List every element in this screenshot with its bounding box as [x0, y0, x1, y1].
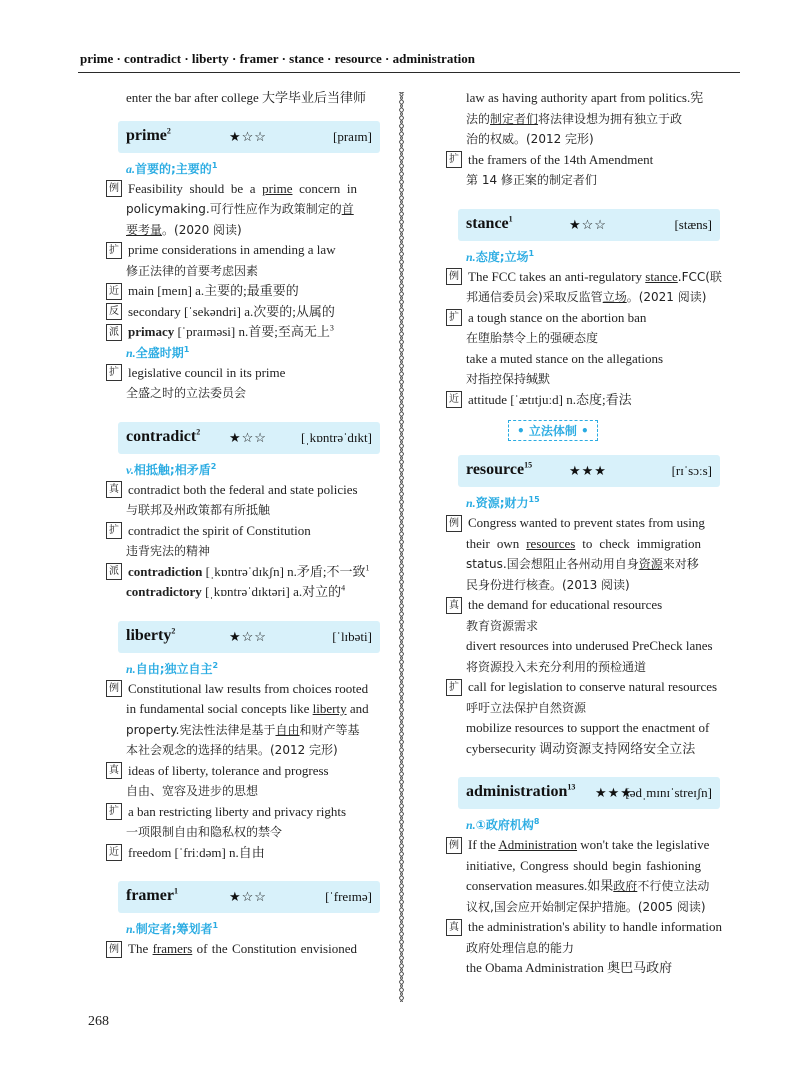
- part-of-speech: v.相抵触;相矛盾$^2$: [126, 461, 217, 477]
- example-sentence-cont: law as having authority apart from politics.宪: [466, 90, 704, 105]
- example-sentence-cont: property.宪法性法律是基于自由和财产等基: [126, 722, 360, 737]
- example-sentence-cont: status.国会想阻止各州动用自身资源来对移: [466, 557, 699, 571]
- frequency-stars: ★☆☆: [229, 889, 267, 904]
- headword: liberty$^2$: [126, 626, 176, 644]
- extension-phrase: cybersecurity 调动资源支持网络安全立法: [466, 740, 696, 756]
- extension-translation: 违背宪法的精神: [126, 544, 211, 558]
- real-exam-translation: 将资源投入未充分利用的预检通道: [466, 659, 647, 674]
- example-sentence: 例 Constitutional law results from choices rooted: [106, 679, 361, 700]
- tag-example: 例: [106, 180, 122, 197]
- part-of-speech: a.首要的;主要的$^1$: [126, 160, 218, 176]
- extension-translation: 对指控保持缄默: [466, 372, 551, 386]
- synonym: 近 main [meɪn] a.主要的;最重要的: [106, 281, 361, 302]
- example-sentence-cont: their own resources to check immigration: [466, 535, 701, 551]
- phonetic: [ˌkɒntrəˈdɪkt]: [300, 429, 372, 445]
- phonetic: [ˈlɪbəti]: [332, 628, 372, 644]
- extension-phrase: mobilize resources to support the enactment of: [466, 720, 710, 735]
- real-exam-phrase: 真 contradict both the federal and state policies: [106, 480, 361, 501]
- extension-phrase: 扩 a ban restricting liberty and privacy rights: [106, 802, 361, 823]
- extension-translation: 第 14 修正案的制定者们: [466, 173, 597, 187]
- phonetic: [stæns]: [674, 216, 712, 232]
- synonym: 近 freedom [ˈfriːdəm] n.自由: [106, 843, 361, 864]
- example-sentence-cont: 议权,国会应开始制定保护措施。(2005 阅读): [466, 899, 706, 914]
- extension-translation: 呼吁立法保护自然资源: [466, 700, 587, 715]
- example-sentence: 例 The framers of the Constitution envisioned: [106, 939, 361, 960]
- part-of-speech: n.制定者;筹划者$^1$: [126, 921, 219, 936]
- part-of-speech: n.态度;立场$^1$: [466, 248, 535, 264]
- example-sentence-cont: in fundamental social concepts like liberty and: [126, 701, 369, 716]
- headword: resource$^{15}$: [466, 460, 533, 478]
- real-exam-phrase: the Obama Administration 奥巴马政府: [466, 960, 673, 975]
- real-exam-translation: 与联邦及州政策都有所抵触: [126, 503, 271, 517]
- real-exam-phrase: 真 ideas of liberty, tolerance and progress: [106, 761, 361, 782]
- derivative: 派 contradiction [ˌkɒntrəˈdɪkʃn] n.矛盾;不一致$^1$: [106, 562, 361, 583]
- extension-translation: 在堕胎禁令上的强硬态度: [466, 331, 599, 345]
- example-sentence-cont: 邦通信委员会)采取反监管立场。(2021 阅读): [466, 290, 707, 304]
- extension-translation: 一项限制自由和隐私权的禁令: [126, 825, 283, 839]
- frequency-stars: ★★★: [569, 463, 607, 478]
- real-exam-translation: 自由、宽容及进步的思想: [126, 784, 259, 798]
- phonetic: [ədˌmɪnɪˈstreɪʃn]: [625, 785, 712, 800]
- headword-bar-stance: [458, 209, 720, 241]
- extension-phrase: 扩 call for legislation to conserve natural resources: [446, 677, 701, 698]
- section-label: • 立法体制 •: [508, 420, 598, 441]
- extension-translation: 修正法律的首要考虑因素: [126, 263, 259, 278]
- real-exam-translation: 政府处理信息的能力: [466, 940, 575, 955]
- header-title: prime · contradict · liberty · framer · stance · resource · administration: [80, 51, 475, 66]
- header-rule: [78, 72, 740, 73]
- headword: prime$^2$: [126, 126, 171, 144]
- example-sentence-cont: 本社会观念的选择的结果。(2012 完形): [126, 743, 338, 757]
- left-column: [106, 88, 372, 960]
- intro-phrase: enter the bar after college 大学毕业后当律师: [126, 90, 367, 105]
- frequency-stars: ★☆☆: [569, 216, 607, 232]
- part-of-speech: n.自由;独立自主$^2$: [126, 660, 219, 676]
- example-sentence-cont: initiative, Congress should begin fashioning: [466, 857, 701, 873]
- example-sentence-cont: 法的制定者们将法律设想为拥有独立于政: [466, 111, 683, 126]
- extension-phrase: take a muted stance on the allegations: [466, 350, 664, 366]
- headword-bar-administration: [458, 777, 720, 809]
- derivative: contradictory [ˌkɒntrəˈdɪktəri] a.对立的$^4$: [126, 583, 346, 599]
- example-sentence-cont: 治的权威。(2012 完形): [466, 132, 594, 146]
- example-sentence: 例 The FCC takes an anti-regulatory stance.FCC(联: [446, 267, 701, 288]
- headword-bar-framer: [118, 881, 380, 913]
- headword: administration$^{13}$: [466, 782, 576, 800]
- real-exam-phrase: divert resources into underused PreCheck lanes: [466, 638, 713, 653]
- headword-bar-resource: [458, 455, 720, 487]
- frequency-stars: ★★★: [595, 785, 633, 800]
- example-sentence-cont: 要考量。(2020 阅读): [126, 222, 242, 237]
- real-exam-phrase: 真 the demand for educational resources: [446, 595, 701, 616]
- headword: framer$^1$: [126, 886, 178, 904]
- headword-bar-contradict: [118, 422, 380, 454]
- column-divider-ornament: [395, 92, 409, 1002]
- extension-phrase: 扩 prime considerations in amending a law: [106, 240, 361, 261]
- extension-phrase: 扩 contradict the spirit of Constitution: [106, 521, 361, 542]
- frequency-stars: ★☆☆: [229, 628, 267, 644]
- part-of-speech: n.①政府机构$^8$: [466, 817, 540, 832]
- extension-phrase: 扩 legislative council in its prime: [106, 363, 361, 384]
- example-sentence-cont: conservation measures.如果政府不行使立法动: [466, 878, 710, 893]
- extension-phrase: 扩 a tough stance on the abortion ban: [446, 308, 701, 329]
- part-of-speech: n.全盛时期$^1$: [126, 344, 190, 360]
- headword-bar-liberty: [118, 621, 380, 653]
- extension-phrase: 扩 the framers of the 14th Amendment: [446, 150, 701, 171]
- headword: contradict$^2$: [126, 427, 201, 445]
- headword-bar-prime: [118, 121, 380, 153]
- phonetic: [rɪˈsɔːs]: [671, 463, 712, 478]
- frequency-stars: ★☆☆: [229, 128, 267, 144]
- right-column: [446, 88, 722, 979]
- frequency-stars: ★☆☆: [229, 429, 267, 445]
- headword: stance$^1$: [466, 214, 513, 232]
- phonetic: [praɪm]: [333, 128, 372, 144]
- extension-translation: 全盛之时的立法委员会: [126, 386, 247, 400]
- page-number: 268: [88, 1014, 109, 1029]
- example-sentence-cont: policymaking.可行性应作为政策制定的首: [126, 202, 354, 216]
- part-of-speech: n.资源;财力$^{15}$: [466, 495, 540, 510]
- derivative: 派 primacy [ˈpraɪməsi] n.首要;至高无上$^3$: [106, 322, 361, 343]
- synonym: 近 attitude [ˈætɪtjuːd] n.态度;看法: [446, 390, 701, 411]
- antonym: 反 secondary [ˈsekəndri] a.次要的;从属的: [106, 302, 361, 323]
- phonetic: [ˈfreɪmə]: [325, 889, 372, 904]
- example-sentence: 例 Congress wanted to prevent states from using: [446, 513, 701, 534]
- real-exam-translation: 教育资源需求: [466, 618, 539, 633]
- example-sentence: 例 If the Administration won't take the legislative: [446, 835, 701, 856]
- real-exam-phrase: 真 the administration's ability to handle information: [446, 917, 701, 938]
- example-sentence: 例 Feasibility should be a prime concern in: [106, 179, 361, 200]
- example-sentence-cont: 民身份进行核查。(2013 阅读): [466, 577, 630, 592]
